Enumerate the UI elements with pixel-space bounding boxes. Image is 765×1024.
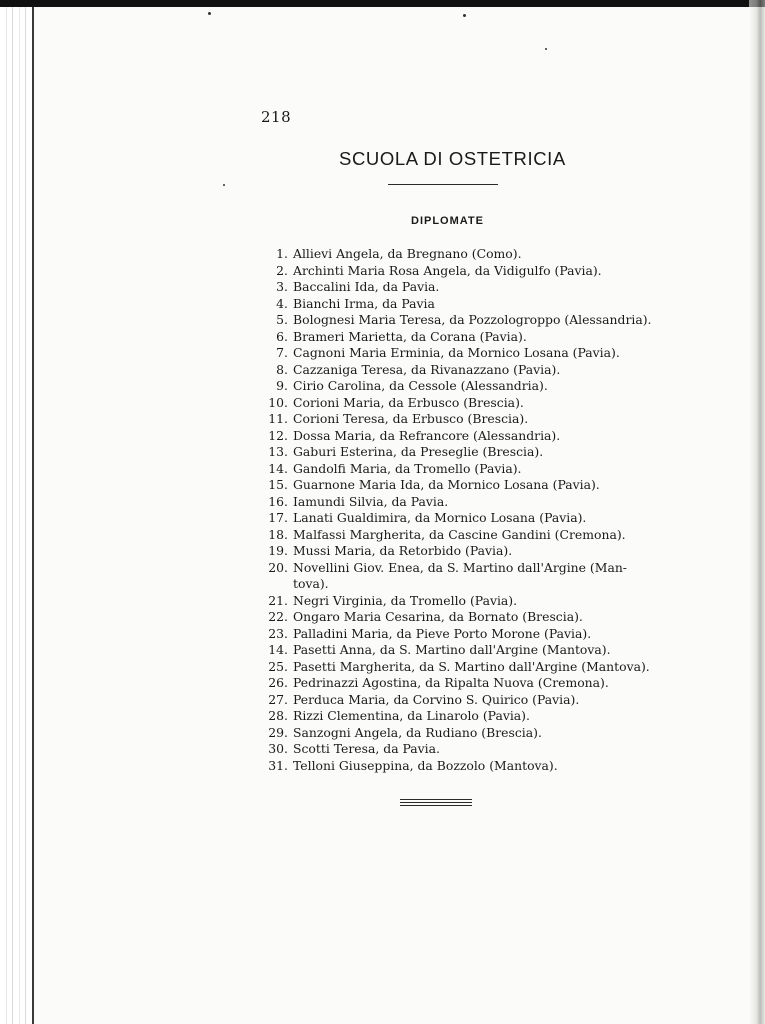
list-item xyxy=(0,428,765,445)
list-item xyxy=(0,312,765,329)
list-item xyxy=(0,758,765,775)
list-item xyxy=(0,494,765,511)
entry-text: Ongaro Maria Cesarina, da Bornato (Brescia). xyxy=(293,609,583,624)
list-item xyxy=(0,692,765,709)
list-item xyxy=(0,560,765,593)
entry-number: 26. xyxy=(268,675,288,690)
list-item xyxy=(0,411,765,428)
entry-text: Sanzogni Angela, da Rudiano (Brescia). xyxy=(293,724,542,740)
entry-text: Pasetti Anna, da S. Martino dall'Argine (Mantova). xyxy=(293,642,611,657)
entry-number: 6. xyxy=(276,328,288,344)
page-title: SCUOLA DI OSTETRICIA xyxy=(339,148,566,169)
list-item xyxy=(0,345,765,362)
entry-text: Gaburi Esterina, da Preseglie (Brescia). xyxy=(293,444,544,459)
entry-number: 14. xyxy=(268,460,288,476)
end-ornament-rule xyxy=(400,799,472,806)
entry-text: Bolognesi Maria Teresa, da Pozzologroppo (Alessandria). xyxy=(293,312,652,327)
entry-number: 29. xyxy=(268,724,288,740)
entry-number: 15. xyxy=(268,477,288,492)
entry-text-block xyxy=(293,560,627,593)
entry-text: Dossa Maria, da Refrancore (Alessandria). xyxy=(293,427,561,443)
entry-text: Telloni Giuseppina, da Bozzolo (Mantova). xyxy=(293,757,558,773)
entry-number: 20. xyxy=(268,559,288,575)
entry-number: 22. xyxy=(268,609,288,624)
entry-text: Corioni Maria, da Erbusco (Brescia). xyxy=(293,394,524,410)
entry-text: Novellini Giov. Enea, da S. Martino dall'Argine (Man- xyxy=(293,559,627,575)
list-item xyxy=(0,543,765,560)
entry-text: Archinti Maria Rosa Angela, da Vidigulfo (Pavia). xyxy=(293,262,602,278)
page-number: 218 xyxy=(261,108,292,126)
entry-text-continuation: tova). xyxy=(293,576,329,591)
entry-number: 14. xyxy=(268,642,288,657)
title-divider xyxy=(388,184,498,185)
scan-speck xyxy=(545,48,547,50)
entry-text: Gandolfi Maria, da Tromello (Pavia). xyxy=(293,460,522,476)
list-item xyxy=(0,642,765,659)
entry-number: 21. xyxy=(268,592,288,608)
entry-number: 9. xyxy=(276,378,288,393)
entry-number: 7. xyxy=(276,345,288,360)
list-item xyxy=(0,708,765,725)
entry-text: Cazzaniga Teresa, da Rivanazzano (Pavia). xyxy=(293,361,561,377)
entry-number: 30. xyxy=(268,741,288,756)
entry-text: Palladini Maria, da Pieve Porto Morone (Pavia). xyxy=(293,625,592,641)
list-item xyxy=(0,675,765,692)
list-item xyxy=(0,725,765,742)
list-item xyxy=(0,279,765,296)
entry-number: 13. xyxy=(268,444,288,459)
entry-number: 1. xyxy=(276,246,288,261)
list-item xyxy=(0,741,765,758)
list-item xyxy=(0,461,765,478)
list-item xyxy=(0,395,765,412)
entry-text: Rizzi Clementina, da Linarolo (Pavia). xyxy=(293,708,530,723)
diploma-list xyxy=(0,246,765,774)
scan-speck xyxy=(463,14,466,17)
list-item xyxy=(0,510,765,527)
entry-number: 4. xyxy=(276,295,288,311)
entry-text: Iamundi Silvia, da Pavia. xyxy=(293,493,449,509)
entry-text: Cirio Carolina, da Cessole (Alessandria). xyxy=(293,378,548,393)
section-heading: DIPLOMATE xyxy=(411,215,484,227)
entry-text: Brameri Marietta, da Corana (Pavia). xyxy=(293,328,527,344)
entry-number: 23. xyxy=(268,625,288,641)
entry-number: 17. xyxy=(268,510,288,525)
entry-number: 31. xyxy=(268,757,288,773)
entry-number: 16. xyxy=(268,493,288,509)
entry-number: 11. xyxy=(268,411,288,426)
entry-text: Guarnone Maria Ida, da Mornico Losana (Pavia). xyxy=(293,477,600,492)
entry-number: 12. xyxy=(268,427,288,443)
entry-number: 27. xyxy=(268,691,288,707)
entry-number: 25. xyxy=(268,658,288,674)
list-item xyxy=(0,444,765,461)
entry-text: Perduca Maria, da Corvino S. Quirico (Pavia). xyxy=(293,691,580,707)
entry-number: 5. xyxy=(276,312,288,327)
list-item xyxy=(0,659,765,676)
entry-text: Cagnoni Maria Erminia, da Mornico Losana (Pavia). xyxy=(293,345,620,360)
list-item xyxy=(0,626,765,643)
entry-text: Baccalini Ida, da Pavia. xyxy=(293,279,440,294)
entry-text: Allievi Angela, da Bregnano (Como). xyxy=(293,246,522,261)
entry-number: 8. xyxy=(276,361,288,377)
entry-number: 28. xyxy=(268,708,288,723)
list-item xyxy=(0,246,765,263)
list-item xyxy=(0,263,765,280)
list-item xyxy=(0,362,765,379)
entry-text: Pedrinazzi Agostina, da Ripalta Nuova (Cremona). xyxy=(293,675,609,690)
entry-text: Lanati Gualdimira, da Mornico Losana (Pavia). xyxy=(293,510,587,525)
entry-text: Pasetti Margherita, da S. Martino dall'Argine (Mantova). xyxy=(293,658,650,674)
list-item xyxy=(0,477,765,494)
list-item xyxy=(0,593,765,610)
list-item xyxy=(0,296,765,313)
entry-text: Corioni Teresa, da Erbusco (Brescia). xyxy=(293,411,529,426)
top-scan-edge xyxy=(0,0,765,7)
entry-number: 18. xyxy=(268,526,288,542)
entry-text: Mussi Maria, da Retorbido (Pavia). xyxy=(293,543,513,558)
entry-text: Negri Virginia, da Tromello (Pavia). xyxy=(293,592,518,608)
list-item xyxy=(0,609,765,626)
scan-speck xyxy=(208,12,211,15)
entry-text: Malfassi Margherita, da Cascine Gandini (Cremona). xyxy=(293,526,626,542)
entry-number: 2. xyxy=(276,262,288,278)
list-item xyxy=(0,329,765,346)
list-item xyxy=(0,378,765,395)
entry-number: 19. xyxy=(268,543,288,558)
entry-number: 10. xyxy=(268,394,288,410)
entry-text: Bianchi Irma, da Pavia xyxy=(293,295,435,311)
entry-text: Scotti Teresa, da Pavia. xyxy=(293,741,440,756)
entry-number: 3. xyxy=(276,279,288,294)
scan-speck xyxy=(223,184,225,186)
list-item xyxy=(0,527,765,544)
